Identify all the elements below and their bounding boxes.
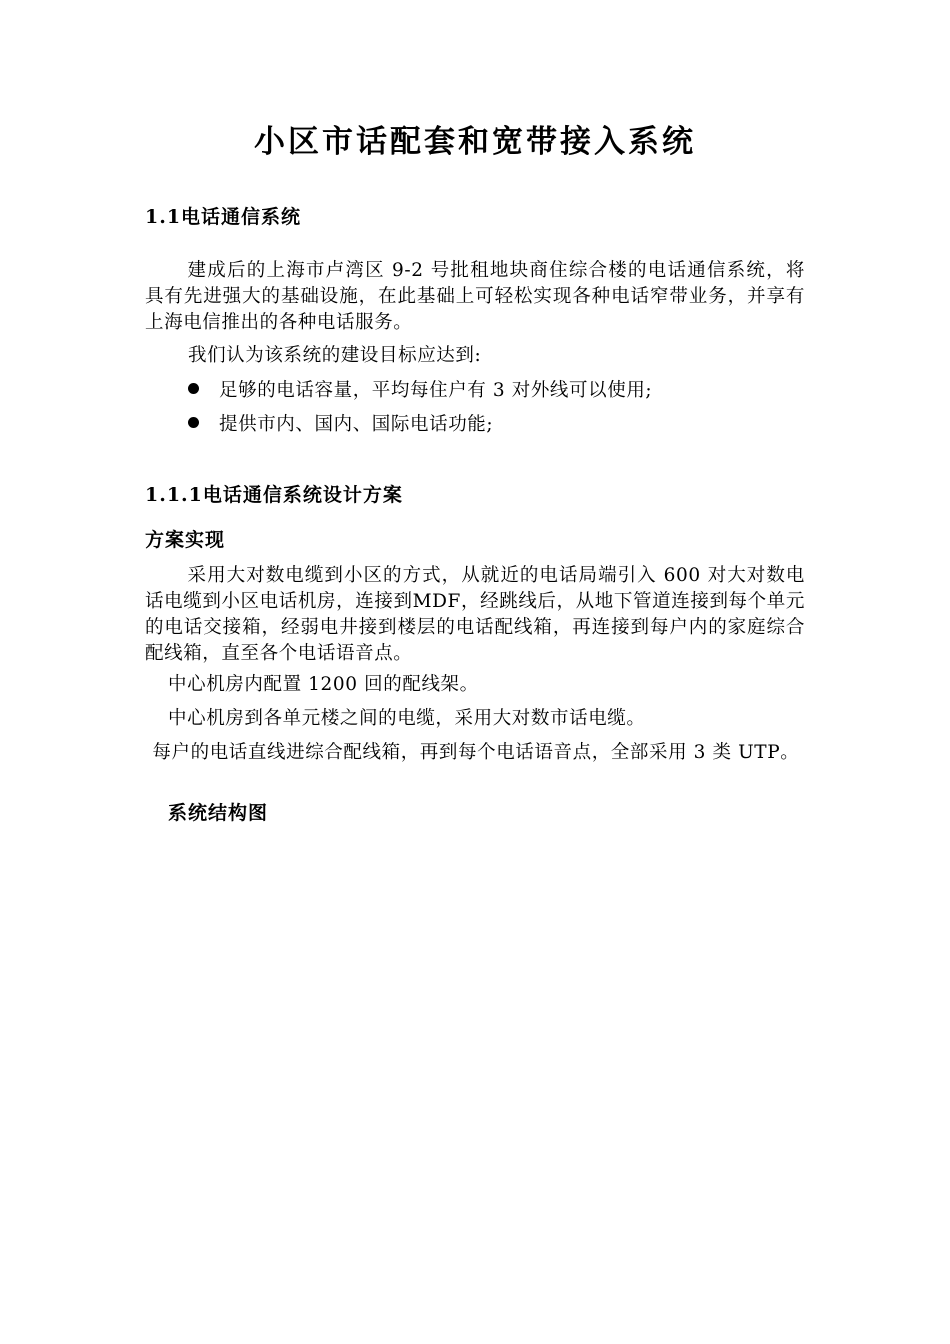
section-heading-1-1: 1.1电话通信系统 <box>145 206 302 228</box>
section-1-1-1-paragraph-4: 每户的电话直线进综合配线箱，再到每个电话语音点，全部采用 3 类 UTP。 <box>152 742 800 763</box>
section-1-1-paragraph-2: 我们认为该系统的建设目标应达到: <box>188 345 482 366</box>
document-title: 小区市话配套和宽带接入系统 <box>254 124 696 160</box>
subheading-implementation: 方案实现 <box>145 529 226 551</box>
bullet-item <box>188 378 652 404</box>
bullet-item <box>188 412 493 438</box>
bullet-icon <box>188 417 199 428</box>
figure-label: 系统结构图 <box>168 802 269 824</box>
bullet-text: 提供市内、国内、国际电话功能; <box>219 414 494 435</box>
section-heading-1-1-1: 1.1.1电话通信系统设计方案 <box>145 484 403 506</box>
section-1-1-1-paragraph-2: 中心机房内配置 1200 回的配线架。 <box>168 674 479 695</box>
bullet-icon <box>188 383 199 394</box>
section-1-1-1-paragraph-1: 采用大对数电缆到小区的方式，从就近的电话局端引入 600 对大对数电话电缆到小区电话机房，连接到MDF，经跳线后，从地下管道连接到每个单元的电话交接箱，经弱电井接到楼层的电话配线箱，再连接到每户内的家庭综合配线箱，直至各个电话语音点。 <box>145 565 805 664</box>
section-1-1-paragraph-1: 建成后的上海市卢湾区 9-2 号批租地块商住综合楼的电话通信系统，将具有先进强大的基础设施，在此基础上可轻松实现各种电话窄带业务，并享有上海电信推出的各种电话服务。 <box>145 260 805 333</box>
section-1-1-1-paragraph-3: 中心机房到各单元楼之间的电缆，采用大对数市话电缆。 <box>168 708 646 729</box>
bullet-text: 足够的电话容量，平均每住户有 3 对外线可以使用; <box>219 380 653 401</box>
